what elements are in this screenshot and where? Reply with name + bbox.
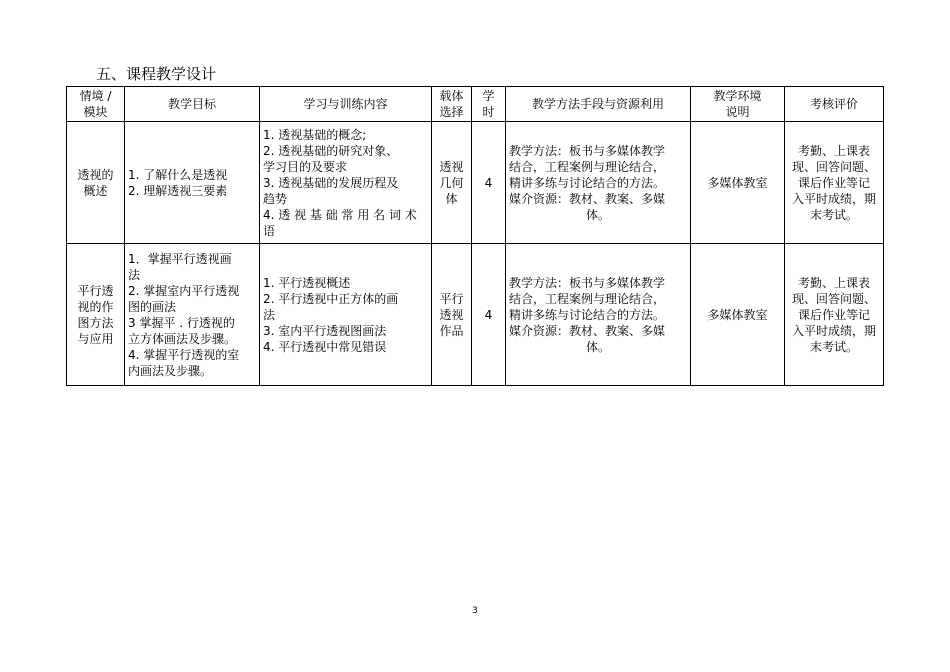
table-row	[67, 244, 884, 386]
header-methods	[506, 87, 691, 122]
cell-text: 教学方法：板书与多媒体教学	[509, 275, 666, 290]
cell-text: 媒介资源：教材、教案、多媒	[509, 191, 666, 206]
header-text: 载体	[439, 89, 464, 103]
cell-objectives	[125, 244, 260, 386]
header-text: 教学目标	[167, 97, 216, 111]
header-content	[260, 87, 432, 122]
cell-methods	[506, 122, 691, 244]
cell-text: 课后作业等记	[797, 175, 870, 190]
cell-text: 多媒体教室	[707, 307, 768, 322]
cell-text: 课后作业等记	[797, 307, 870, 322]
cell-text: 末考试。	[809, 339, 858, 354]
header-text: 选择	[439, 105, 464, 119]
cell-text: 作品	[439, 323, 464, 338]
cell-text: 体。	[585, 339, 610, 354]
cell-text: 2. 平行透视中正方体的画	[263, 291, 399, 306]
cell-text: 入平时成绩，期	[791, 191, 876, 206]
cell-text: 4. 平行透视中常见错误	[263, 339, 387, 354]
cell-content	[260, 122, 432, 244]
cell-text: 2. 理解透视三要素	[128, 183, 228, 198]
header-hours	[472, 87, 506, 122]
header-text: 教学环境	[713, 89, 762, 103]
table-header-row	[67, 87, 884, 122]
header-text: 说明	[725, 105, 750, 119]
cell-module	[67, 244, 125, 386]
cell-environment	[691, 122, 785, 244]
cell-text: 现、回答问题、	[791, 291, 876, 306]
cell-text: 4. 掌握平行透视的室	[128, 347, 240, 362]
cell-text: 透视	[439, 307, 464, 322]
cell-text: 4	[484, 175, 493, 190]
cell-text: 立方体画法及步骤。	[128, 331, 237, 346]
cell-text: 结合，工程案例与理论结合，	[509, 159, 666, 174]
cell-text: 1. 平行透视概述	[263, 275, 351, 290]
cell-text: 透视	[439, 159, 464, 174]
header-text: 教学方法手段与资源利用	[531, 97, 664, 111]
cell-text: 内画法及步骤。	[128, 363, 213, 378]
cell-carrier	[432, 122, 472, 244]
header-text: 时	[482, 105, 495, 119]
header-carrier	[432, 87, 472, 122]
cell-text: 末考试。	[809, 207, 858, 222]
cell-text: 平行	[439, 291, 464, 306]
cell-text: 媒介资源：教材、教案、多媒	[509, 323, 666, 338]
header-objectives	[125, 87, 260, 122]
cell-assessment	[785, 122, 884, 244]
cell-text: 精讲多练与讨论结合的方法。	[509, 175, 666, 190]
cell-text: 体	[445, 191, 458, 206]
cell-text: 现、回答问题、	[791, 159, 876, 174]
cell-text: 教学方法：板书与多媒体教学	[509, 143, 666, 158]
cell-text: 法	[128, 267, 141, 282]
header-text: 学	[482, 89, 495, 103]
cell-text: 4. 透 视 基 础 常 用 名 词 术	[263, 207, 417, 222]
section-title: 五、课程教学设计	[96, 65, 217, 83]
header-text: 考核评价	[809, 97, 858, 111]
cell-content	[260, 244, 432, 386]
cell-text: 2. 掌握室内平行透视	[128, 283, 240, 298]
header-text: 情境 /	[79, 89, 112, 103]
cell-methods	[506, 244, 691, 386]
cell-text: 考勤、上课表	[797, 275, 870, 290]
cell-text: 学习目的及要求	[263, 159, 348, 174]
header-assessment	[785, 87, 884, 122]
cell-text: 3. 室内平行透视图画法	[263, 323, 387, 338]
cell-text: 入平时成绩，期	[791, 323, 876, 338]
cell-text: 平行透	[77, 283, 114, 298]
cell-text: 视的作	[77, 299, 114, 314]
cell-carrier	[432, 244, 472, 386]
course-design-table	[66, 86, 884, 386]
cell-hours	[472, 244, 506, 386]
cell-text: 1. 了解什么是透视	[128, 167, 228, 182]
cell-text: 1. 透视基础的概念;	[263, 127, 367, 142]
cell-text: 3 掌握平 . 行透视的	[128, 315, 235, 330]
cell-text: 图方法	[77, 315, 114, 330]
cell-text: 多媒体教室	[707, 175, 768, 190]
cell-text: 语	[263, 223, 276, 238]
cell-text: 几何	[439, 175, 464, 190]
header-text: 模块	[83, 105, 108, 119]
cell-text: 图的画法	[128, 299, 177, 314]
cell-objectives	[125, 122, 260, 244]
cell-text: 考勤、上课表	[797, 143, 870, 158]
cell-text: 2. 透视基础的研究对象、	[263, 143, 399, 158]
header-module	[67, 87, 125, 122]
cell-assessment	[785, 244, 884, 386]
cell-module	[67, 122, 125, 244]
cell-text: 透视的	[77, 167, 114, 182]
cell-hours	[472, 122, 506, 244]
header-environment	[691, 87, 785, 122]
cell-environment	[691, 244, 785, 386]
cell-text: 与应用	[77, 331, 114, 346]
cell-text: 趋势	[263, 191, 288, 206]
cell-text: 法	[263, 307, 276, 322]
cell-text: 精讲多练与讨论结合的方法。	[509, 307, 666, 322]
header-text: 学习与训练内容	[303, 97, 388, 111]
cell-text: 4	[484, 307, 493, 322]
cell-text: 3. 透视基础的发展历程及	[263, 175, 399, 190]
cell-text: 1．掌握平行透视画	[128, 251, 232, 266]
cell-text: 结合，工程案例与理论结合，	[509, 291, 666, 306]
cell-text: 概述	[83, 183, 108, 198]
table-row	[67, 122, 884, 244]
page-number: 3	[472, 606, 478, 616]
cell-text: 体。	[585, 207, 610, 222]
